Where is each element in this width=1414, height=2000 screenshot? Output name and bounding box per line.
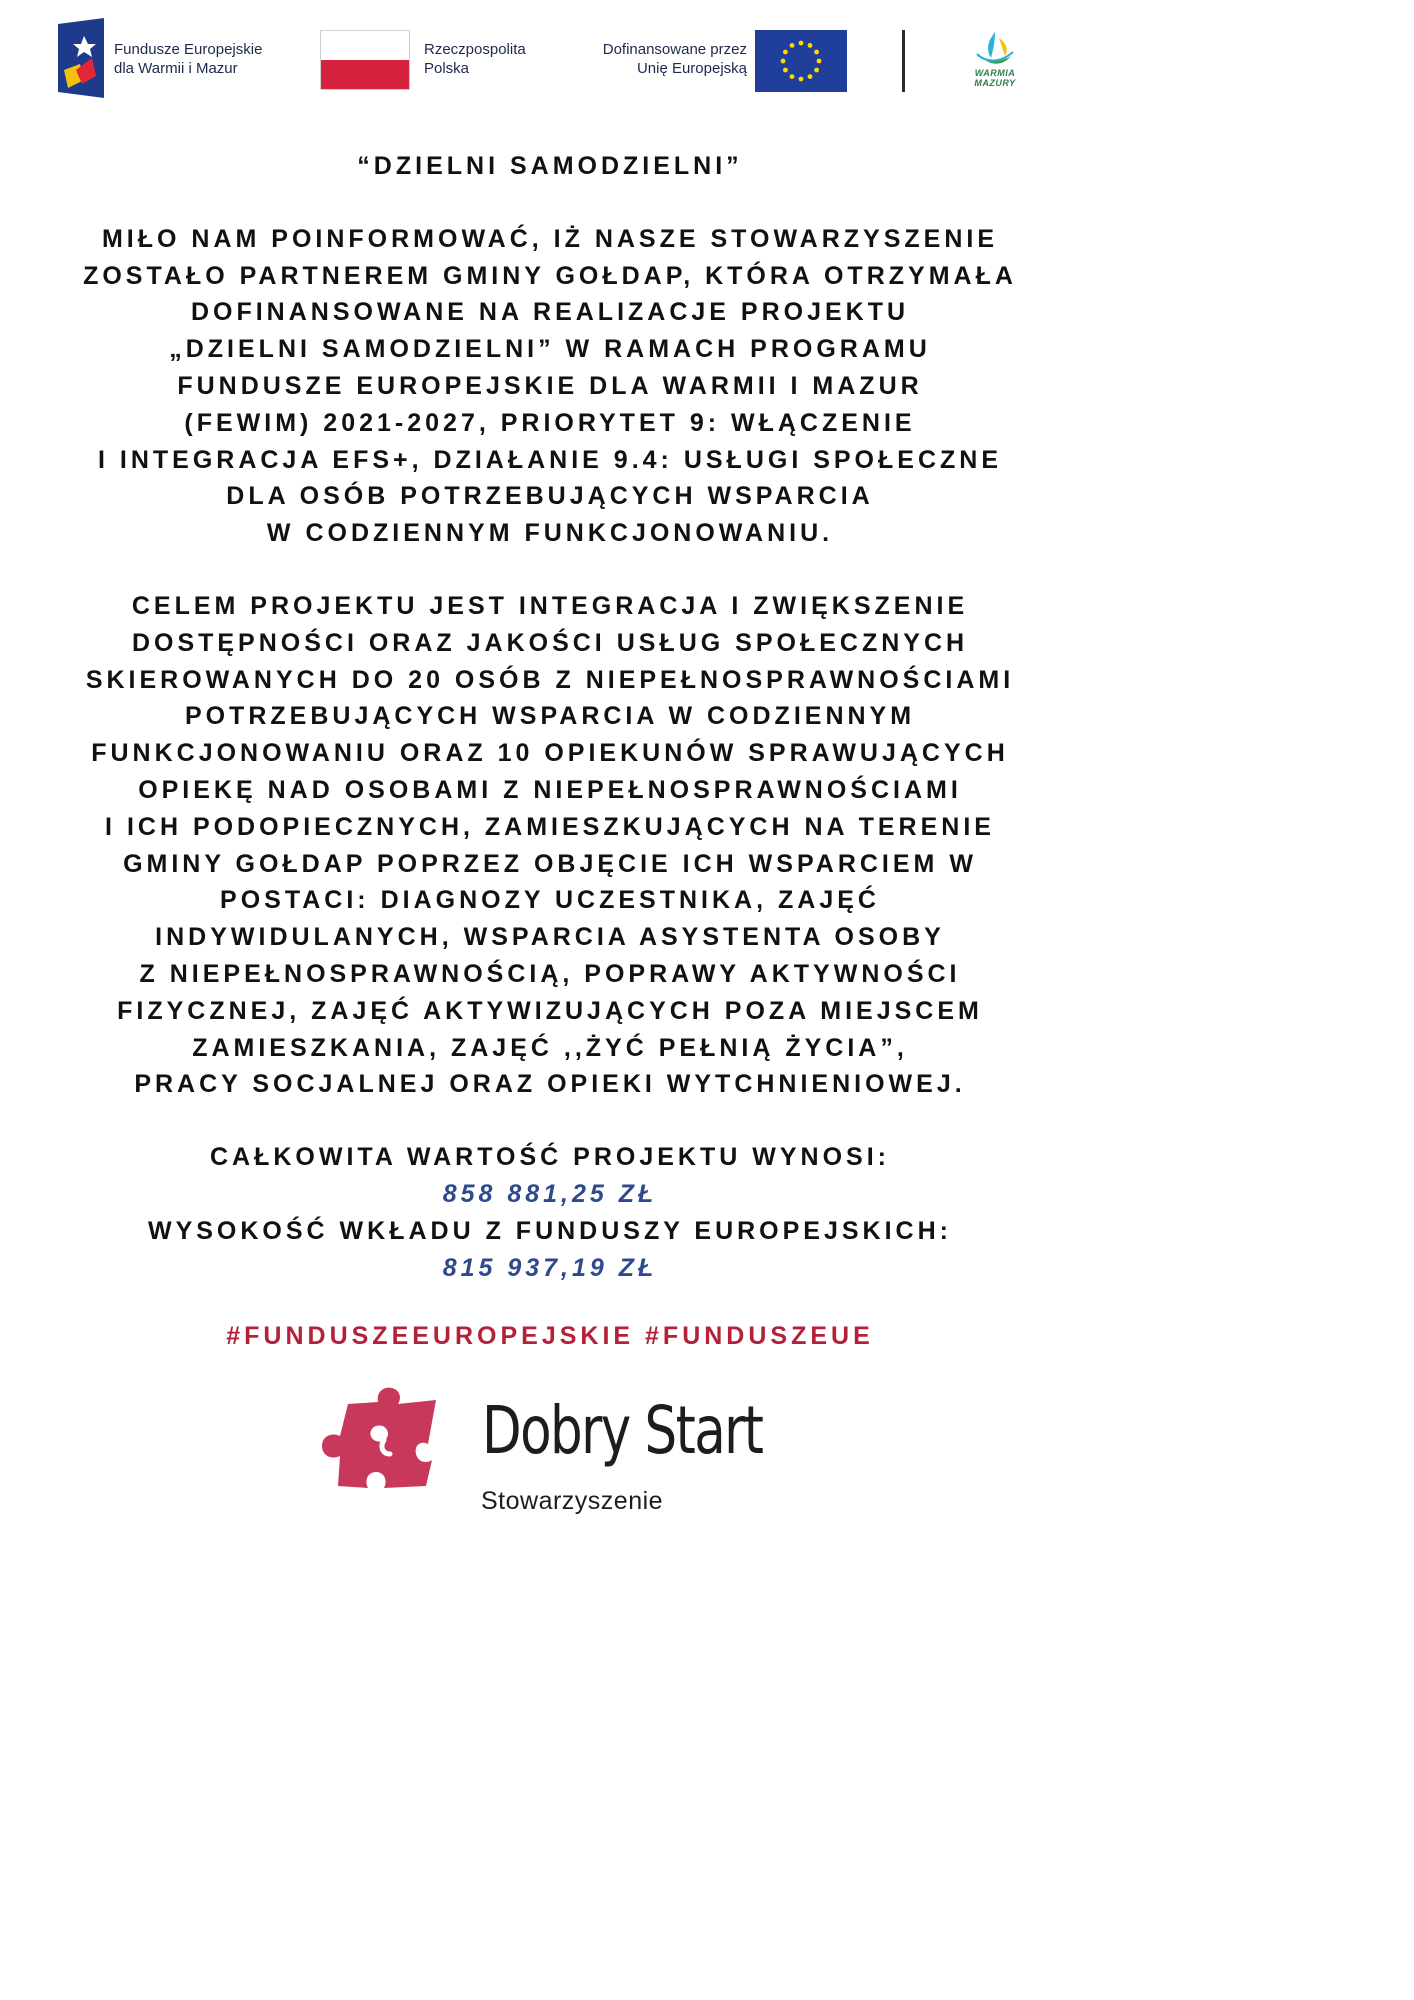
funding-block <box>30 1139 1070 1286</box>
goal-line: PRACY SOCJALNEJ ORAZ OPIEKI WYTCHNIENIOWEJ. <box>134 1070 966 1099</box>
logo-divider <box>902 30 905 92</box>
eu-logo-line2: Unię Europejską <box>636 60 747 77</box>
pl-logo-line1: Rzeczpospolita <box>424 41 526 58</box>
fe-logo-line2: dla Warmii i Mazur <box>114 60 238 77</box>
dobry-start-subtitle: Stowarzyszenie <box>481 1487 664 1515</box>
goal-line: POSTACI: DIAGNOZY UCZESTNIKA, ZAJĘĆ <box>220 886 880 915</box>
goal-line: ZAMIESZKANIA, ZAJĘĆ ,,ŻYĆ PEŁNIĄ ŻYCIA”, <box>192 1033 908 1062</box>
intro-line: MIŁO NAM POINFORMOWAĆ, IŻ NASZE STOWARZYSZENIE <box>101 224 999 253</box>
wm-logo-line2: MAZURY <box>974 78 1016 88</box>
goal-line: DOSTĘPNOŚCI ORAZ JAKOŚCI USŁUG SPOŁECZNYCH <box>131 628 969 657</box>
intro-line: FUNDUSZE EUROPEJSKIE DLA WARMII I MAZUR <box>177 371 923 400</box>
announcement-content <box>30 148 1070 1376</box>
fundusze-europejskie-text <box>114 40 262 78</box>
goal-line: GMINY GOŁDAP POPRZEZ OBJĘCIE ICH WSPARCIEM W <box>123 849 977 878</box>
polish-flag-icon <box>320 30 410 90</box>
intro-line: I INTEGRACJA EFS+, DZIAŁANIE 9.4: USŁUGI SPOŁECZNE <box>97 445 1003 474</box>
logo-strip <box>0 0 1100 120</box>
goal-line: POTRZEBUJĄCYCH WSPARCIA W CODZIENNYM <box>184 702 916 731</box>
goal-line: INDYWIDULANYCH, WSPARCIA ASYSTENTA OSOBY <box>155 923 945 952</box>
intro-line: DOFINANSOWANE NA REALIZACJE PROJEKTU <box>190 298 910 327</box>
eu-contribution-label: WYSOKOŚĆ WKŁADU Z FUNDUSZY EUROPEJSKICH: <box>147 1216 952 1245</box>
eu-cofinanced-text <box>603 40 747 78</box>
eu-logo-line1: Dofinansowane przez <box>602 41 747 58</box>
intro-line: (FEWIM) 2021-2027, PRIORYTET 9: WŁĄCZENIE <box>184 408 916 437</box>
goal-line: OPIEKĘ NAD OSOBAMI Z NIEPEŁNOSPRAWNOŚCIAMI <box>138 775 962 804</box>
eu-contribution-amount: 815 937,19 ZŁ <box>442 1253 658 1282</box>
goal-paragraph <box>30 588 1070 1103</box>
eu-cofinanced-logo <box>575 30 855 92</box>
pl-logo-line2: Polska <box>424 60 470 77</box>
warmia-mazury-text <box>955 68 1035 88</box>
fundusze-europejskie-mark-icon <box>58 18 104 98</box>
total-value-amount: 858 881,25 ZŁ <box>442 1179 658 1208</box>
intro-paragraph <box>30 221 1070 552</box>
intro-line: W CODZIENNYM FUNKCJONOWANIU. <box>266 519 834 548</box>
goal-line: FIZYCZNEJ, ZAJĘĆ AKTYWIZUJĄCYCH POZA MIEJSCEM <box>117 996 983 1025</box>
project-title: “DZIELNI SAMODZIELNI” <box>357 152 743 180</box>
fundusze-europejskie-logo <box>58 18 298 98</box>
rzeczpospolita-polska-logo <box>320 30 560 92</box>
puzzle-piece-icon <box>318 1382 448 1492</box>
wm-logo-line1: WARMIA <box>974 68 1016 78</box>
goal-line: SKIEROWANYCH DO 20 OSÓB Z NIEPEŁNOSPRAWNOŚCIAMI <box>85 665 1015 694</box>
rzeczpospolita-polska-text <box>424 40 526 78</box>
dobry-start-logo <box>318 1382 778 1532</box>
intro-line: ZOSTAŁO PARTNEREM GMINY GOŁDAP, KTÓRA OTRZYMAŁA <box>83 261 1017 290</box>
intro-line: „DZIELNI SAMODZIELNI” W RAMACH PROGRAMU <box>169 335 931 364</box>
goal-line: Z NIEPEŁNOSPRAWNOŚCIĄ, POPRAWY AKTYWNOŚCI <box>139 959 961 988</box>
goal-line: CELEM PROJEKTU JEST INTEGRACJA I ZWIĘKSZENIE <box>131 591 969 620</box>
goal-line: I ICH PODOPIECZNYCH, ZAMIESZKUJĄCYCH NA TERENIE <box>105 812 995 841</box>
total-value-label: CAŁKOWITA WARTOŚĆ PROJEKTU WYNOSI: <box>210 1143 890 1172</box>
hashtags: #FUNDUSZEEUROPEJSKIE #FUNDUSZEUE <box>226 1322 874 1351</box>
eu-flag-icon <box>755 30 847 92</box>
fe-logo-line1: Fundusze Europejskie <box>114 41 263 58</box>
goal-line: FUNKCJONOWANIU ORAZ 10 OPIEKUNÓW SPRAWUJĄCYCH <box>91 739 1009 768</box>
warmia-mazury-logo <box>955 28 1035 94</box>
intro-line: DLA OSÓB POTRZEBUJĄCYCH WSPARCIA <box>226 482 874 511</box>
warmia-mazury-mark-icon <box>955 28 1035 68</box>
dobry-start-name: Dobry Start <box>482 1392 763 1469</box>
